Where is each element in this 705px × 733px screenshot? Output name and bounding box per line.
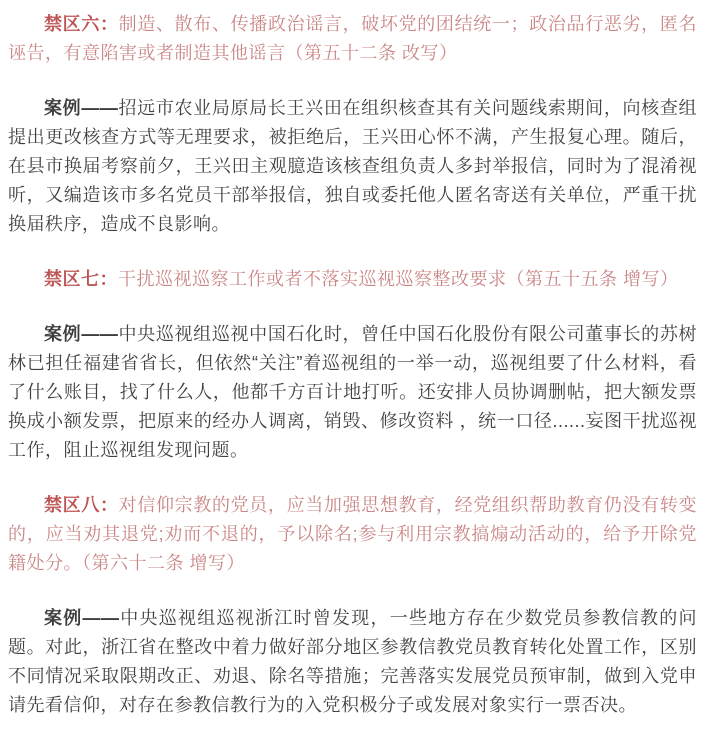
section-heading-text: 干扰巡视巡察工作或者不落实巡视巡察整改要求（第五十五条 增写） [118, 269, 679, 289]
section-heading-7 [8, 265, 697, 294]
case-text: 招远市农业局原局长王兴田在组织核查其有关问题线索期间，向核查组提出更改核查方式等无理要求，被拒绝后，王兴田心怀不满，产生报复心理。随后，在县市换届考察前夕，王兴田主观臆造该核查组负责人多封举报信，同时为了混淆视听，又编造该市多名党员干部举报信，独自或委托他人匿名寄送有关单位，严重干扰换届秩序，造成不良影响。 [8, 98, 698, 234]
case-label: 案例—— [44, 608, 120, 628]
case-paragraph-7 [8, 320, 697, 465]
section-heading-label: 禁区七： [44, 269, 118, 289]
section-heading-6 [8, 10, 697, 68]
section-heading-text: 制造、散布、传播政治谣言，破坏党的团结统一；政治品行恶劣，匿名诬告，有意陷害或者制造其他谣言（第五十二条 改写） [8, 14, 698, 63]
case-label: 案例—— [44, 98, 119, 118]
case-text: 中央巡视组巡视浙江时曾发现，一些地方存在少数党员参教信教的问题。对此，浙江省在整改中着力做好部分地区参教信教党员教育转化处置工作，区别不同情况采取限期改正、劝退、除名等措施；完善落实发展党员预审制，做到入党申请先看信仰，对存在参教信教行为的入党积极分子或发展对象实行一票否决。 [8, 608, 697, 715]
section-heading-label: 禁区八： [44, 495, 119, 515]
case-paragraph-8 [8, 604, 697, 720]
case-label: 案例—— [44, 324, 119, 344]
section-heading-label: 禁区六： [44, 14, 119, 34]
section-heading-text: 对信仰宗教的党员，应当加强思想教育，经党组织帮助教育仍没有转变的，应当劝其退党;劝而不退的，予以除名;参与利用宗教搞煽动活动的，给予开除党籍处分。（第六十二条 增写） [8, 495, 698, 573]
section-heading-8 [8, 491, 697, 578]
case-text: 中央巡视组巡视中国石化时，曾任中国石化股份有限公司董事长的苏树林已担任福建省省长，但依然“关注”着巡视组的一举一动，巡视组要了什么材料，看了什么账目，找了什么人，他都千方百计地打听。还安排人员协调删帖，把大额发票换成小额发票，把原来的经办人调离，销毁、修改资料 ，统一口径......妄图干扰巡视工作，阻止巡视组发现问题。 [8, 324, 698, 460]
case-paragraph-6 [8, 94, 697, 239]
